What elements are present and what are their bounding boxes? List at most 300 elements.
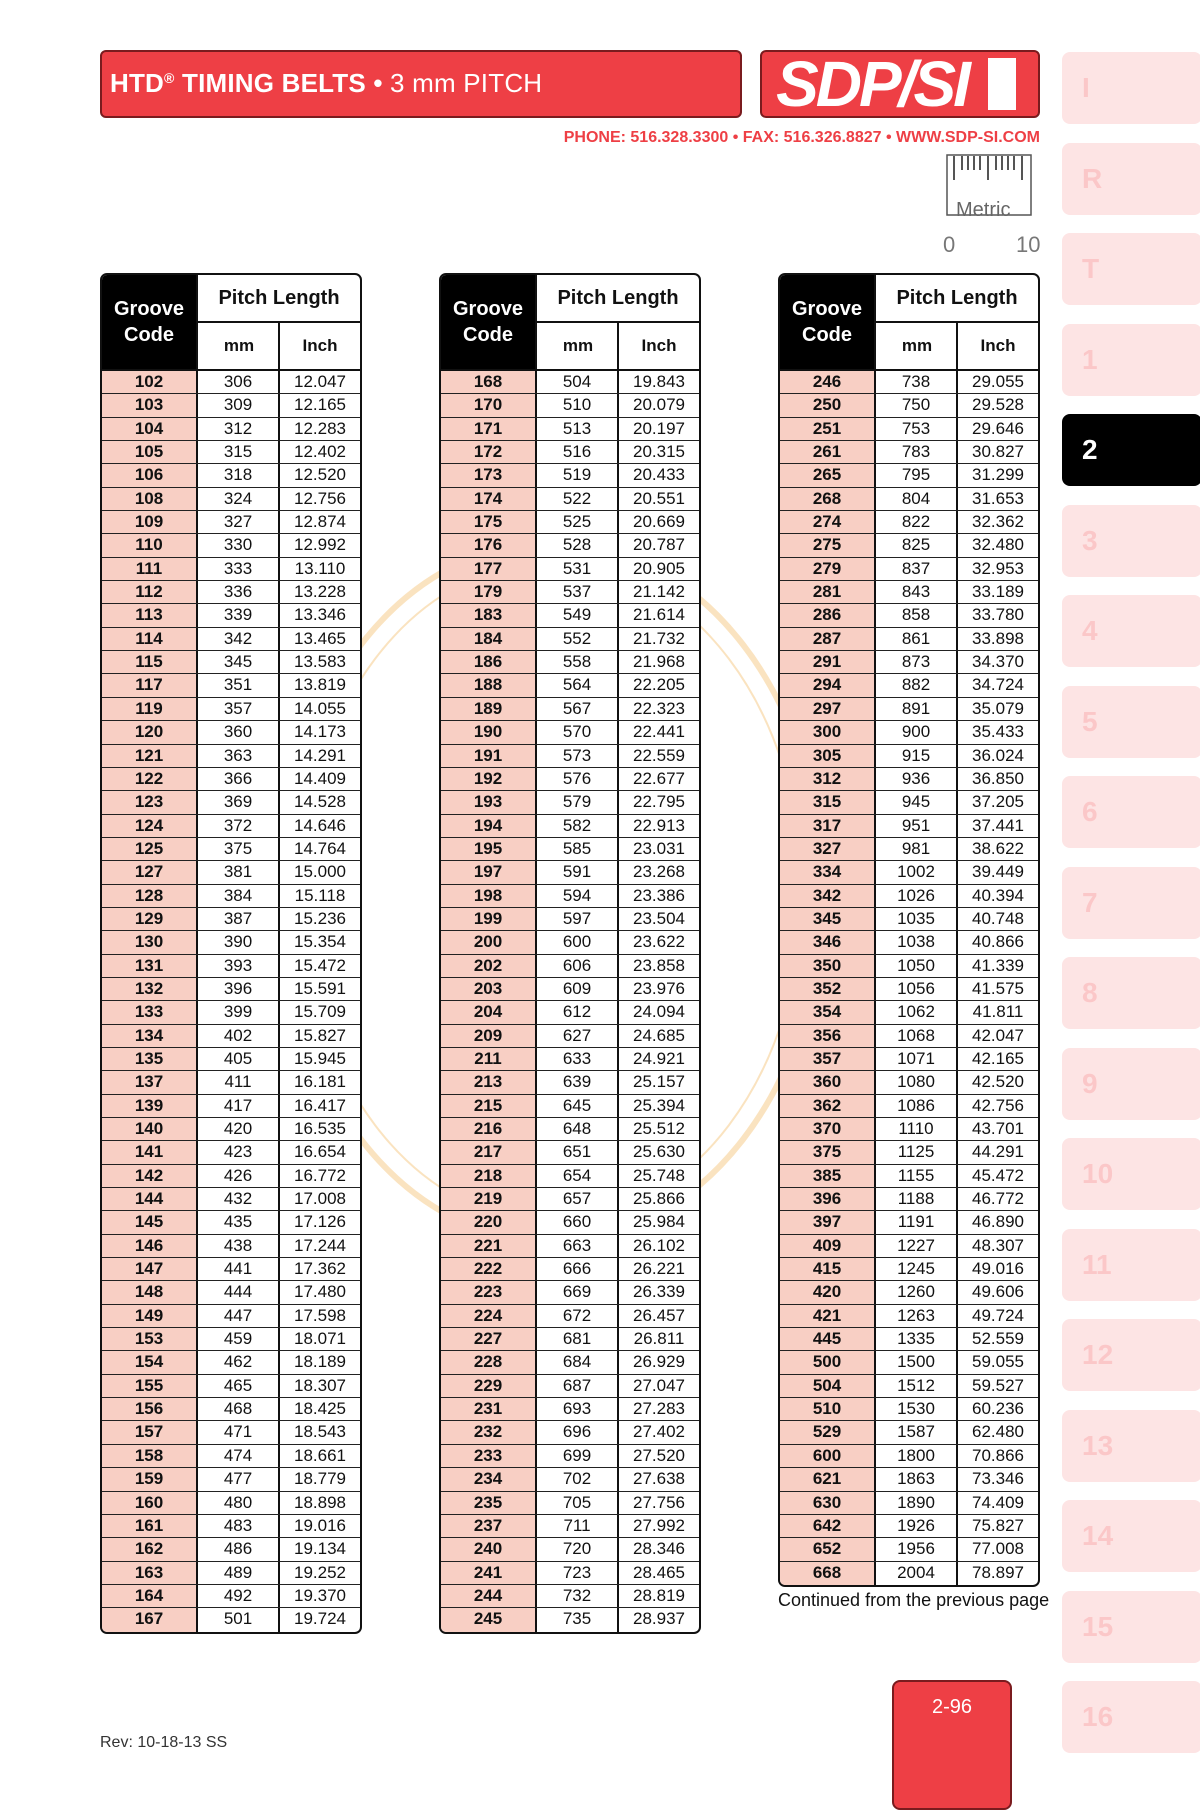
table-row <box>441 978 699 1001</box>
table-row <box>441 908 699 931</box>
mm-cell: 537 <box>535 581 617 603</box>
inch-cell: 16.772 <box>278 1165 360 1187</box>
mm-cell: 2004 <box>874 1562 956 1585</box>
table-row <box>441 1141 699 1164</box>
groove-code-cell: 160 <box>102 1492 196 1514</box>
inch-cell: 18.307 <box>278 1375 360 1397</box>
inch-cell: 15.827 <box>278 1025 360 1047</box>
table-row <box>102 1375 360 1398</box>
inch-cell: 12.520 <box>278 464 360 486</box>
table-row <box>780 418 1038 441</box>
mm-cell: 891 <box>874 698 956 720</box>
section-tab-11[interactable]: 11 <box>1062 1229 1200 1301</box>
inch-cell: 24.685 <box>617 1025 699 1047</box>
pitch-length-header: Pitch Length <box>874 275 1038 323</box>
table-row <box>102 1398 360 1421</box>
groove-code-cell: 287 <box>780 628 874 650</box>
inch-cell: 12.283 <box>278 418 360 440</box>
table-row <box>780 1048 1038 1071</box>
groove-code-cell: 128 <box>102 885 196 907</box>
mm-cell: 882 <box>874 674 956 696</box>
mm-cell: 669 <box>535 1281 617 1303</box>
inch-cell: 41.811 <box>956 1001 1038 1023</box>
groove-code-cell: 204 <box>441 1001 535 1023</box>
inch-cell: 28.937 <box>617 1608 699 1631</box>
inch-cell: 22.677 <box>617 768 699 790</box>
page-number: 2-96 <box>892 1680 1012 1810</box>
table-row <box>441 464 699 487</box>
table-row <box>102 1165 360 1188</box>
inch-cell: 52.559 <box>956 1328 1038 1350</box>
groove-code-cell: 177 <box>441 558 535 580</box>
table-row <box>102 1281 360 1304</box>
section-tab-16[interactable]: 16 <box>1062 1681 1200 1753</box>
groove-code-cell: 345 <box>780 908 874 930</box>
groove-code-cell: 244 <box>441 1585 535 1607</box>
groove-code-cell: 171 <box>441 418 535 440</box>
table-row <box>441 1165 699 1188</box>
inch-cell: 15.354 <box>278 931 360 953</box>
mm-cell: 585 <box>535 838 617 860</box>
inch-cell: 15.591 <box>278 978 360 1000</box>
inch-cell: 23.976 <box>617 978 699 1000</box>
groove-code-cell: 312 <box>780 768 874 790</box>
inch-cell: 21.142 <box>617 581 699 603</box>
inch-cell: 33.780 <box>956 604 1038 626</box>
table-row <box>441 1095 699 1118</box>
table-row <box>102 1025 360 1048</box>
inch-cell: 31.299 <box>956 464 1038 486</box>
groove-code-cell: 192 <box>441 768 535 790</box>
inch-cell: 42.756 <box>956 1095 1038 1117</box>
groove-code-cell: 251 <box>780 418 874 440</box>
table-row <box>441 1305 699 1328</box>
inch-cell: 32.953 <box>956 558 1038 580</box>
table-row <box>780 1305 1038 1328</box>
table-row <box>441 511 699 534</box>
table-row <box>780 1468 1038 1491</box>
groove-code-cell: 109 <box>102 511 196 533</box>
table-row <box>441 1515 699 1538</box>
inch-cell: 18.543 <box>278 1421 360 1443</box>
groove-code-cell: 184 <box>441 628 535 650</box>
groove-code-cell: 297 <box>780 698 874 720</box>
groove-code-cell: 145 <box>102 1211 196 1233</box>
table-row <box>780 861 1038 884</box>
table-row <box>780 1118 1038 1141</box>
table-row <box>441 1445 699 1468</box>
groove-code-cell: 127 <box>102 861 196 883</box>
table-row <box>780 604 1038 627</box>
mm-cell: 465 <box>196 1375 278 1397</box>
groove-code-cell: 409 <box>780 1235 874 1257</box>
table-row <box>441 768 699 791</box>
table-row <box>441 1608 699 1631</box>
section-tab-i[interactable]: I <box>1062 52 1200 124</box>
mm-cell: 528 <box>535 534 617 556</box>
groove-code-cell: 420 <box>780 1281 874 1303</box>
table-row <box>441 628 699 651</box>
inch-cell: 24.921 <box>617 1048 699 1070</box>
inch-cell: 43.701 <box>956 1118 1038 1140</box>
table-row <box>441 931 699 954</box>
table-row <box>441 698 699 721</box>
inch-cell: 18.898 <box>278 1492 360 1514</box>
mm-cell: 600 <box>535 931 617 953</box>
section-tab-4[interactable]: 4 <box>1062 595 1200 667</box>
groove-code-cell: 268 <box>780 488 874 510</box>
section-tab-3[interactable]: 3 <box>1062 505 1200 577</box>
table-row <box>780 558 1038 581</box>
table-row <box>102 908 360 931</box>
inch-cell: 14.646 <box>278 815 360 837</box>
inch-cell: 33.898 <box>956 628 1038 650</box>
inch-cell: 42.047 <box>956 1025 1038 1047</box>
table-row <box>102 838 360 861</box>
table-row <box>780 721 1038 744</box>
inch-cell: 15.236 <box>278 908 360 930</box>
inch-cell: 27.638 <box>617 1468 699 1490</box>
inch-cell: 28.465 <box>617 1562 699 1584</box>
mm-cell: 582 <box>535 815 617 837</box>
inch-cell: 22.559 <box>617 745 699 767</box>
mm-cell: 693 <box>535 1398 617 1420</box>
table-row <box>780 371 1038 394</box>
table-row <box>102 1095 360 1118</box>
mm-cell: 1800 <box>874 1445 956 1467</box>
table-row <box>441 674 699 697</box>
mm-cell: 720 <box>535 1538 617 1560</box>
table-row <box>441 861 699 884</box>
table-row <box>780 931 1038 954</box>
inch-cell: 42.520 <box>956 1071 1038 1093</box>
mm-cell: 1038 <box>874 931 956 953</box>
mm-cell: 402 <box>196 1025 278 1047</box>
table-row <box>441 885 699 908</box>
mm-cell: 492 <box>196 1585 278 1607</box>
mm-cell: 363 <box>196 745 278 767</box>
mm-cell: 342 <box>196 628 278 650</box>
inch-cell: 33.189 <box>956 581 1038 603</box>
groove-code-cell: 139 <box>102 1095 196 1117</box>
table-row <box>441 1211 699 1234</box>
inch-cell: 59.055 <box>956 1351 1038 1373</box>
groove-code-cell: 121 <box>102 745 196 767</box>
table-row <box>441 745 699 768</box>
inch-cell: 15.945 <box>278 1048 360 1070</box>
inch-cell: 12.047 <box>278 371 360 393</box>
inch-cell: 27.756 <box>617 1492 699 1514</box>
section-tab-6[interactable]: 6 <box>1062 776 1200 848</box>
mm-cell: 519 <box>535 464 617 486</box>
section-tab-r[interactable]: R <box>1062 143 1200 215</box>
table-row <box>780 1445 1038 1468</box>
mm-cell: 567 <box>535 698 617 720</box>
mm-cell: 360 <box>196 721 278 743</box>
groove-code-cell: 161 <box>102 1515 196 1537</box>
inch-cell: 20.433 <box>617 464 699 486</box>
groove-code-cell: 113 <box>102 604 196 626</box>
table-row <box>780 394 1038 417</box>
table-row <box>102 931 360 954</box>
table-row <box>102 1001 360 1024</box>
groove-code-cell: 370 <box>780 1118 874 1140</box>
table-row <box>780 791 1038 814</box>
inch-cell: 20.079 <box>617 394 699 416</box>
revision-note: Rev: 10-18-13 SS <box>100 1734 228 1751</box>
table-row <box>441 955 699 978</box>
table-row <box>441 651 699 674</box>
table-row <box>102 394 360 417</box>
table-row <box>102 745 360 768</box>
section-tab-2[interactable]: 2 <box>1062 414 1200 486</box>
table-row <box>780 768 1038 791</box>
inch-cell: 26.102 <box>617 1235 699 1257</box>
table-row <box>441 581 699 604</box>
inch-cell: 17.008 <box>278 1188 360 1210</box>
groove-code-cell: 500 <box>780 1351 874 1373</box>
mm-cell: 513 <box>535 418 617 440</box>
groove-code-cell: 300 <box>780 721 874 743</box>
table-row <box>441 394 699 417</box>
groove-code-cell: 362 <box>780 1095 874 1117</box>
inch-cell: 12.402 <box>278 441 360 463</box>
inch-cell: 15.000 <box>278 861 360 883</box>
inch-cell: 14.173 <box>278 721 360 743</box>
inch-cell: 12.874 <box>278 511 360 533</box>
groove-code-cell: 137 <box>102 1071 196 1093</box>
table-row <box>102 604 360 627</box>
table-row <box>102 885 360 908</box>
groove-code-cell: 250 <box>780 394 874 416</box>
table-row <box>102 674 360 697</box>
groove-code-cell: 141 <box>102 1141 196 1163</box>
table-row <box>441 838 699 861</box>
groove-code-cell: 286 <box>780 604 874 626</box>
section-tab-14[interactable]: 14 <box>1062 1500 1200 1572</box>
groove-code-cell: 211 <box>441 1048 535 1070</box>
section-tab-1[interactable]: 1 <box>1062 324 1200 396</box>
groove-code-cell: 157 <box>102 1421 196 1443</box>
inch-cell: 15.709 <box>278 1001 360 1023</box>
table-row <box>441 1492 699 1515</box>
mm-cell: 483 <box>196 1515 278 1537</box>
table-row <box>102 651 360 674</box>
groove-code-cell: 265 <box>780 464 874 486</box>
mm-cell: 1890 <box>874 1492 956 1514</box>
continued-note: Continued from the previous page <box>778 1590 1050 1610</box>
page-title: HTD® TIMING BELTS • 3 mm PITCH <box>110 68 543 98</box>
pitch-length-header: Pitch Length <box>535 275 699 323</box>
mm-cell: 858 <box>874 604 956 626</box>
inch-header: Inch <box>278 323 360 369</box>
table-header <box>102 275 360 369</box>
section-tab-10[interactable]: 10 <box>1062 1138 1200 1210</box>
table-row <box>780 1095 1038 1118</box>
mm-cell: 735 <box>535 1608 617 1631</box>
mm-cell: 627 <box>535 1025 617 1047</box>
section-tab-t[interactable]: T <box>1062 233 1200 305</box>
inch-cell: 59.527 <box>956 1375 1038 1397</box>
groove-code-cell: 186 <box>441 651 535 673</box>
groove-code-cell: 129 <box>102 908 196 930</box>
inch-cell: 19.016 <box>278 1515 360 1537</box>
table-row <box>102 464 360 487</box>
groove-code-cell: 110 <box>102 534 196 556</box>
groove-code-cell: 215 <box>441 1095 535 1117</box>
inch-cell: 27.402 <box>617 1421 699 1443</box>
table-row <box>441 1421 699 1444</box>
groove-code-cell: 123 <box>102 791 196 813</box>
inch-cell: 23.858 <box>617 955 699 977</box>
inch-cell: 13.819 <box>278 674 360 696</box>
groove-code-cell: 445 <box>780 1328 874 1350</box>
groove-code-cell: 203 <box>441 978 535 1000</box>
mm-cell: 1026 <box>874 885 956 907</box>
table-row <box>102 955 360 978</box>
table-row <box>780 698 1038 721</box>
mm-cell: 366 <box>196 768 278 790</box>
table-row <box>441 1562 699 1585</box>
groove-code-cell: 195 <box>441 838 535 860</box>
inch-cell: 34.370 <box>956 651 1038 673</box>
inch-cell: 18.189 <box>278 1351 360 1373</box>
groove-code-cell: 218 <box>441 1165 535 1187</box>
mm-cell: 699 <box>535 1445 617 1467</box>
inch-cell: 23.268 <box>617 861 699 883</box>
table-row <box>102 1188 360 1211</box>
mm-cell: 609 <box>535 978 617 1000</box>
groove-code-cell: 104 <box>102 418 196 440</box>
mm-cell: 372 <box>196 815 278 837</box>
groove-code-cell: 105 <box>102 441 196 463</box>
groove-code-cell: 350 <box>780 955 874 977</box>
groove-code-cell: 274 <box>780 511 874 533</box>
inch-cell: 19.252 <box>278 1562 360 1584</box>
groove-code-cell: 228 <box>441 1351 535 1373</box>
inch-cell: 39.449 <box>956 861 1038 883</box>
section-tab-8[interactable]: 8 <box>1062 957 1200 1029</box>
table-row <box>441 1538 699 1561</box>
table-row <box>780 1515 1038 1538</box>
mm-cell: 750 <box>874 394 956 416</box>
groove-code-cell: 199 <box>441 908 535 930</box>
mm-cell: 435 <box>196 1211 278 1233</box>
section-tab-12[interactable]: 12 <box>1062 1319 1200 1391</box>
section-tab-15[interactable]: 15 <box>1062 1591 1200 1663</box>
groove-code-cell: 232 <box>441 1421 535 1443</box>
groove-code-cell: 149 <box>102 1305 196 1327</box>
inch-cell: 19.134 <box>278 1538 360 1560</box>
table-row <box>780 1165 1038 1188</box>
mm-cell: 900 <box>874 721 956 743</box>
section-tab-7[interactable]: 7 <box>1062 867 1200 939</box>
mm-cell: 426 <box>196 1165 278 1187</box>
table-row <box>102 1562 360 1585</box>
table-row <box>441 1001 699 1024</box>
table-row <box>780 1562 1038 1585</box>
groove-code-cell: 106 <box>102 464 196 486</box>
groove-code-cell: 103 <box>102 394 196 416</box>
groove-code-cell: 352 <box>780 978 874 1000</box>
mm-cell: 702 <box>535 1468 617 1490</box>
mm-cell: 597 <box>535 908 617 930</box>
inch-cell: 78.897 <box>956 1562 1038 1585</box>
inch-cell: 14.528 <box>278 791 360 813</box>
section-tab-5[interactable]: 5 <box>1062 686 1200 758</box>
inch-cell: 27.283 <box>617 1398 699 1420</box>
inch-cell: 46.772 <box>956 1188 1038 1210</box>
table-row <box>102 558 360 581</box>
mm-header: mm <box>535 323 619 369</box>
pitch-table-3 <box>778 273 1040 1587</box>
groove-code-cell: 144 <box>102 1188 196 1210</box>
section-tab-9[interactable]: 9 <box>1062 1048 1200 1120</box>
groove-code-cell: 229 <box>441 1375 535 1397</box>
mm-cell: 309 <box>196 394 278 416</box>
table-row <box>102 1211 360 1234</box>
inch-cell: 27.992 <box>617 1515 699 1537</box>
table-row <box>780 1398 1038 1421</box>
groove-code-cell: 504 <box>780 1375 874 1397</box>
groove-code-cell: 114 <box>102 628 196 650</box>
mm-cell: 375 <box>196 838 278 860</box>
groove-code-cell: 102 <box>102 371 196 393</box>
groove-code-cell: 246 <box>780 371 874 393</box>
mm-cell: 381 <box>196 861 278 883</box>
mm-cell: 324 <box>196 488 278 510</box>
groove-code-cell: 356 <box>780 1025 874 1047</box>
inch-cell: 12.165 <box>278 394 360 416</box>
inch-cell: 26.457 <box>617 1305 699 1327</box>
table-row <box>780 464 1038 487</box>
mm-cell: 822 <box>874 511 956 533</box>
table-row <box>780 1211 1038 1234</box>
table-row <box>102 628 360 651</box>
mm-cell: 753 <box>874 418 956 440</box>
inch-cell: 13.465 <box>278 628 360 650</box>
table-row <box>441 721 699 744</box>
table-row <box>102 1071 360 1094</box>
mm-cell: 468 <box>196 1398 278 1420</box>
groove-code-cell: 315 <box>780 791 874 813</box>
groove-code-cell: 179 <box>441 581 535 603</box>
mm-cell: 1263 <box>874 1305 956 1327</box>
mm-cell: 738 <box>874 371 956 393</box>
inch-cell: 25.630 <box>617 1141 699 1163</box>
groove-code-cell: 190 <box>441 721 535 743</box>
mm-cell: 660 <box>535 1211 617 1233</box>
inch-cell: 31.653 <box>956 488 1038 510</box>
inch-cell: 15.472 <box>278 955 360 977</box>
inch-cell: 14.764 <box>278 838 360 860</box>
table-row <box>780 651 1038 674</box>
mm-cell: 594 <box>535 885 617 907</box>
groove-code-cell: 154 <box>102 1351 196 1373</box>
inch-cell: 45.472 <box>956 1165 1038 1187</box>
mm-cell: 336 <box>196 581 278 603</box>
section-tab-13[interactable]: 13 <box>1062 1410 1200 1482</box>
groove-code-cell: 163 <box>102 1562 196 1584</box>
groove-code-cell: 220 <box>441 1211 535 1233</box>
mm-cell: 591 <box>535 861 617 883</box>
inch-cell: 27.047 <box>617 1375 699 1397</box>
mm-cell: 480 <box>196 1492 278 1514</box>
groove-code-cell: 294 <box>780 674 874 696</box>
table-row <box>441 1118 699 1141</box>
inch-cell: 25.394 <box>617 1095 699 1117</box>
table-row <box>780 488 1038 511</box>
